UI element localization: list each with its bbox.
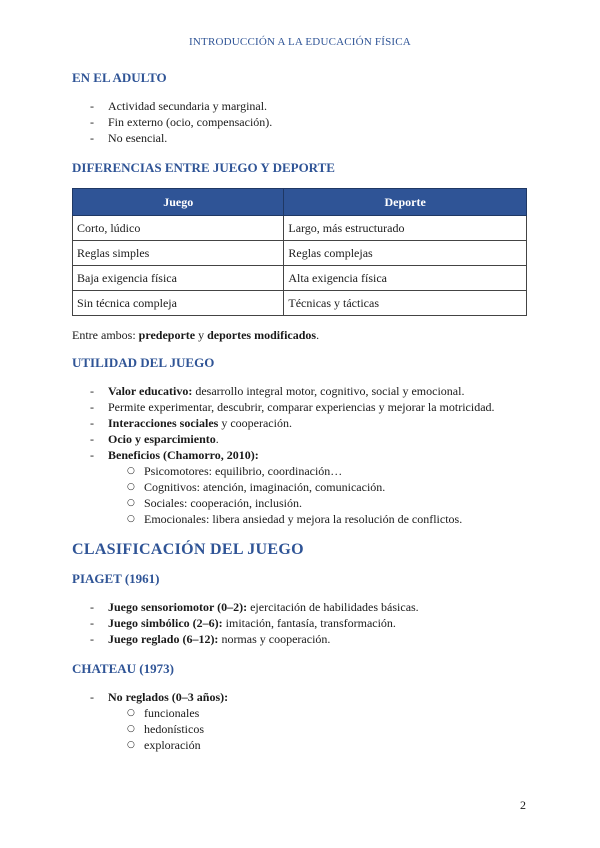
item-bold: Juego sensoriomotor (0–2): [108,600,248,614]
item-text: y cooperación. [218,416,292,430]
heading-utilidad: UTILIDAD DEL JUEGO [72,355,215,370]
list-item [72,415,527,431]
beneficios-sublist [108,463,527,527]
table-row [73,216,527,241]
table-cell: Reglas simples [73,241,284,266]
item-bold: Juego simbólico (2–6): [108,616,223,630]
table-row [73,266,527,291]
column-header-deporte: Deporte [284,189,527,216]
piaget-list [72,599,527,647]
note-prefix: Entre ambos: [72,328,139,342]
comparison-table [72,188,527,316]
list-item [72,599,527,615]
page-number: 2 [520,798,526,812]
item-bold: Ocio y esparcimiento [108,432,216,446]
list-item [72,615,527,631]
item-text: normas y cooperación. [218,632,331,646]
item-text: desarrollo integral motor, cognitivo, social y emocional. [192,384,465,398]
list-item [72,689,527,753]
chateau-list [72,689,527,753]
table-row [73,241,527,266]
heading-clasificacion: CLASIFICACIÓN DEL JUEGO [72,541,304,558]
column-header-juego: Juego [73,189,284,216]
table-header-row [73,189,527,216]
document-body [72,70,527,767]
table-row [73,291,527,316]
heading-diferencias: DIFERENCIAS ENTRE JUEGO Y DEPORTE [72,160,335,175]
adulto-list [72,98,527,146]
note-end: . [316,328,320,342]
sub-list-item: ○ hedonísticos [108,721,527,737]
sub-list-item: ○ funcionales [108,705,527,721]
table-cell: Corto, lúdico [73,216,284,241]
note-mid: y [195,328,208,342]
list-item: - Actividad secundaria y marginal. [72,98,527,114]
item-bold: No reglados (0–3 años): [108,690,229,704]
list-item: - Permite experimentar, descubrir, comparar experiencias y mejorar la motricidad. [72,399,527,415]
table-cell: Reglas complejas [284,241,527,266]
sub-list-item: ○ Emocionales: libera ansiedad y mejora la resolución de conflictos. [108,511,527,527]
list-item [72,383,527,399]
table-cell: Largo, más estructurado [284,216,527,241]
sub-list-item: ○ Psicomotores: equilibrio, coordinación… [108,463,527,479]
list-item [72,431,527,447]
item-text: . [215,432,219,446]
note-deportes-modificados: deportes modificados [207,328,317,342]
heading-en-el-adulto: EN EL ADULTO [72,70,167,85]
item-text: imitación, fantasía, transformación. [222,616,396,630]
table-cell: Alta exigencia física [284,266,527,291]
list-item [72,631,527,647]
list-item [72,447,527,527]
table-cell: Sin técnica compleja [73,291,284,316]
item-bold: Beneficios (Chamorro, 2010): [108,448,259,462]
sub-list-item: ○ exploración [108,737,527,753]
item-bold: Valor educativo: [108,384,193,398]
list-item: - No esencial. [72,130,527,146]
sub-list-item: ○ Cognitivos: atención, imaginación, comunicación. [108,479,527,495]
table-cell: Baja exigencia física [73,266,284,291]
heading-chateau: CHATEAU (1973) [72,661,174,676]
list-item: - Fin externo (ocio, compensación). [72,114,527,130]
item-bold: Juego reglado (6–12): [108,632,219,646]
sub-list-item: ○ Sociales: cooperación, inclusión. [108,495,527,511]
item-bold: Interacciones sociales [108,416,219,430]
utilidad-list [72,383,527,527]
item-text: ejercitación de habilidades básicas. [247,600,419,614]
heading-piaget: PIAGET (1961) [72,571,160,586]
table-note [72,328,527,343]
note-predeporte: predeporte [138,328,196,342]
table-cell: Técnicas y tácticas [284,291,527,316]
page-header: INTRODUCCIÓN A LA EDUCACIÓN FÍSICA [189,36,411,48]
no-reglados-sublist [108,705,527,753]
